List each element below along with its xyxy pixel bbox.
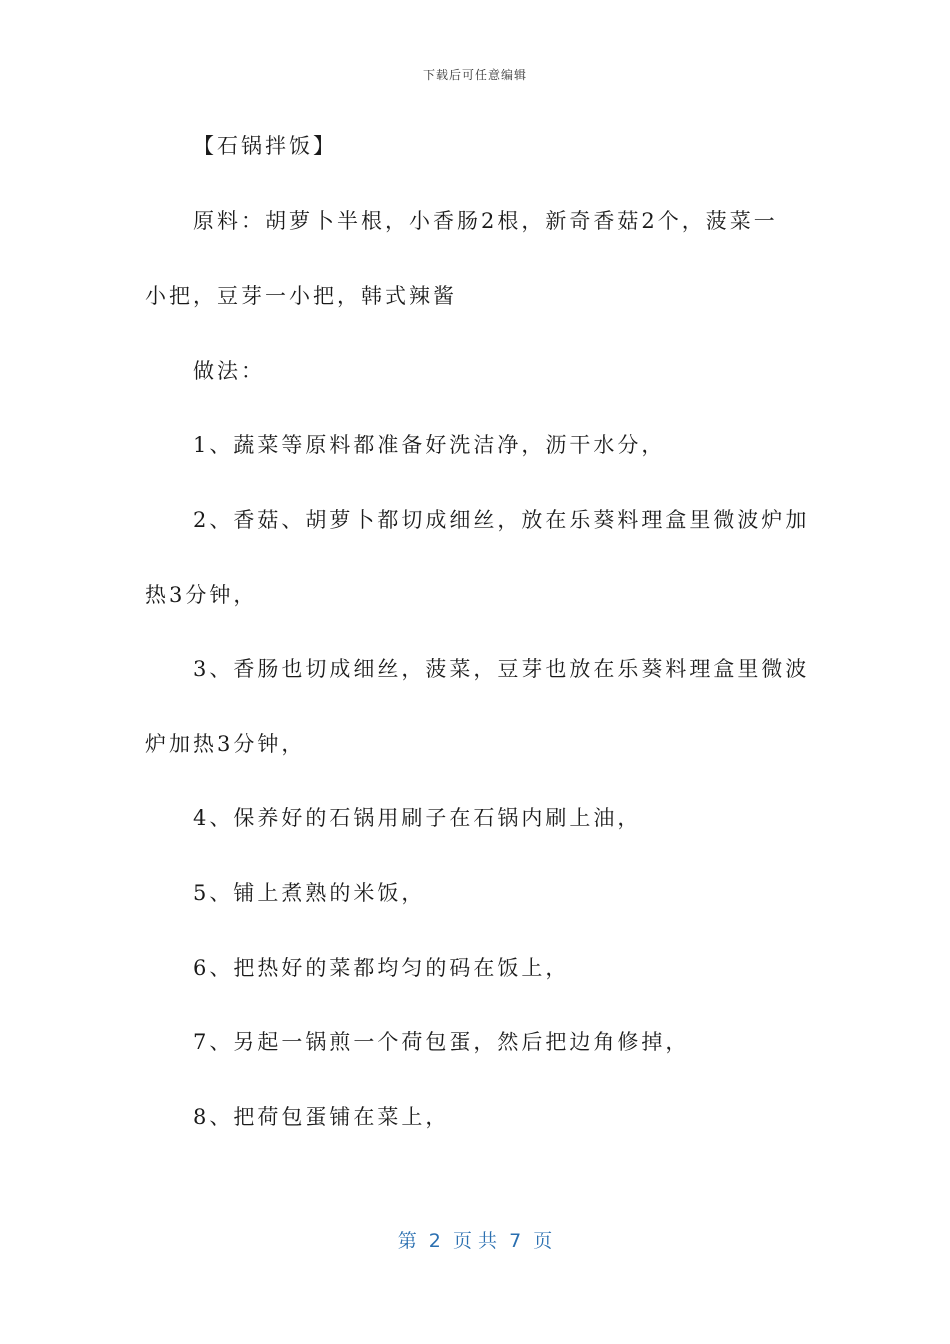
ingredients-line-2: 小把，豆芽一小把，韩式辣酱 [145, 284, 457, 308]
step-5: 5、铺上煮熟的米饭， [193, 881, 426, 905]
step-8: 8、把荷包蛋铺在菜上， [193, 1105, 450, 1129]
page-number-footer: 第 2 页 共 7 页 [397, 1230, 553, 1252]
step-3-line-2: 炉加热3分钟， [145, 732, 306, 756]
step-1: 1、蔬菜等原料都准备好洗洁净，沥干水分， [193, 433, 666, 457]
step-2-line-2: 热3分钟， [145, 583, 258, 607]
document-title: 【石锅拌饭】 [193, 134, 337, 158]
step-7: 7、另起一锅煎一个荷包蛋，然后把边角修掉， [193, 1030, 690, 1054]
step-4: 4、保养好的石锅用刷子在石锅内刷上油， [193, 806, 642, 830]
step-3-line-1: 3、香肠也切成细丝，菠菜，豆芽也放在乐葵料理盒里微波 [193, 657, 810, 681]
step-2-line-1: 2、香菇、胡萝卜都切成细丝，放在乐葵料理盒里微波炉加 [193, 508, 810, 532]
step-6: 6、把热好的菜都均匀的码在饭上， [193, 956, 570, 980]
method-heading: 做法： [193, 359, 265, 383]
ingredients-line-1: 原料：胡萝卜半根，小香肠2根，新奇香菇2个，菠菜一 [193, 209, 778, 233]
header-note: 下载后可任意编辑 [422, 68, 527, 82]
